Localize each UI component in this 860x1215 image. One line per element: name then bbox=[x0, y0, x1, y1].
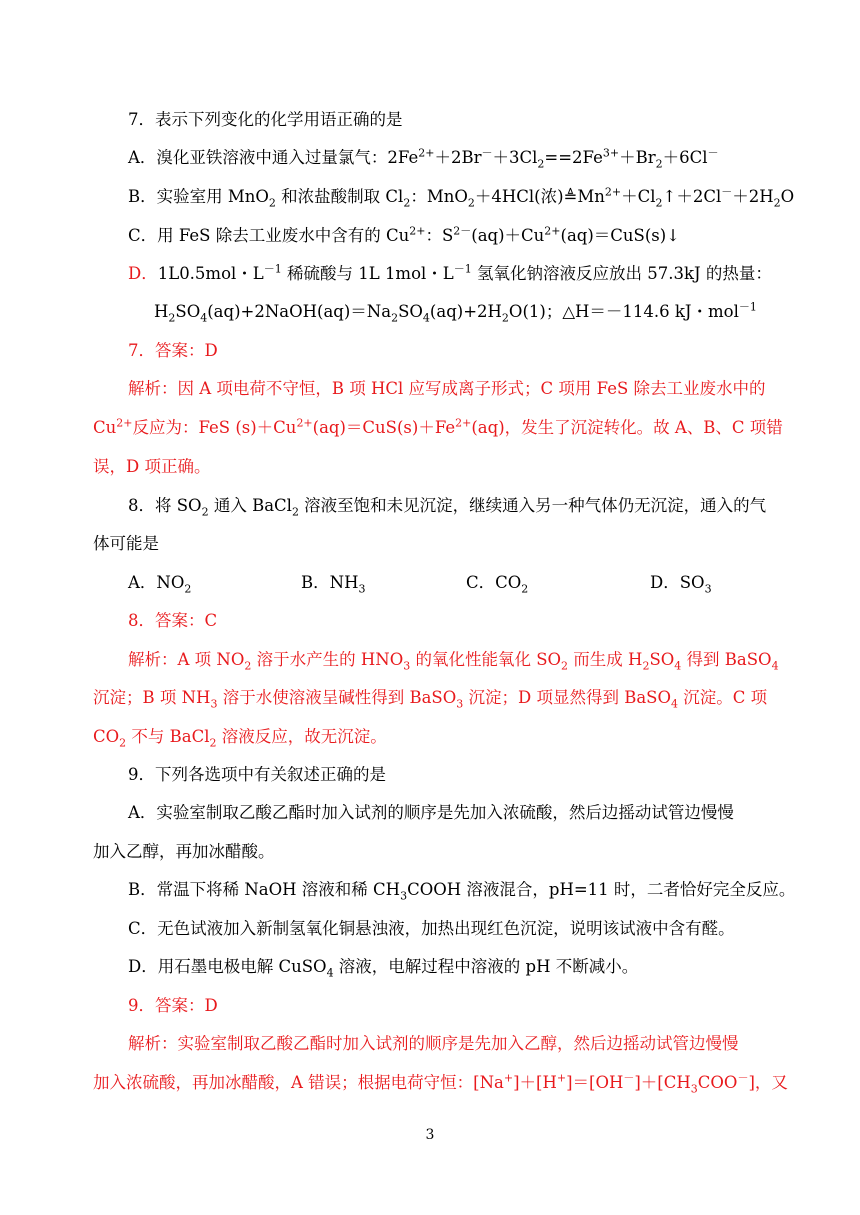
q8-opt-b: B．$NH_3$ bbox=[301, 573, 366, 596]
q7-d-line: D．1L0.5mol・$L^{-1}$ 稀硫酸与 1L 1mol・$L^{-1}$ 氢氧化钠溶液反应放出 57.3kJ 的热量： bbox=[128, 262, 772, 283]
q7-exp3-line: 误，D 项正确。 bbox=[93, 457, 211, 476]
q7-exp2-line: $Cu^{2+}$反应为：FeS $(s)+Cu^{2+}(aq)=CuS(s)+Fe^{2+}(aq)$，发生了沉淀转化。故 A、B、C 项错 bbox=[93, 416, 783, 437]
q7-d2-line: $H_2SO_4(aq)+2NaOH(aq)=Na_2SO_4(aq)+2H_2O(1)$；△H＝－114.6 kJ・mol$^{-1}$ bbox=[154, 300, 757, 325]
q9-ans-line: 9．答案：D bbox=[128, 996, 218, 1015]
q8-opt-d: D．$SO_3$ bbox=[650, 573, 712, 596]
q9-d-line: D．用石墨电极电解 CuSO$_4$ 溶液，电解过程中溶液的 pH 不断减小。 bbox=[128, 957, 639, 980]
q9-b-line: B．常温下将稀 NaOH 溶液和稀 $CH_3COOH$ 溶液混合，pH=11 时，二者恰好完全反应。 bbox=[128, 880, 796, 903]
q7-exp1-line: 解析：因 A 项电荷不守恒，B 项 HCl 应写成离子形式；C 项用 FeS 除去工业废水中的 bbox=[128, 379, 766, 398]
q7-b-line: B．实验室用 MnO$_2$ 和浓盐酸制取 $Cl_2$：MnO$_2$＋4HCl(浓)$≜Mn^{2+}+Cl_2↑+2Cl^-+2H_2O$ bbox=[128, 185, 795, 210]
q9-a2-line: 加入乙醇，再加冰醋酸。 bbox=[93, 842, 275, 861]
q8-exp2-line: 沉淀；B 项 $NH_3$ 溶于水使溶液呈碱性得到 BaSO$_3$ 沉淀；D 项显然得到 BaSO$_4$ 沉淀。C 项 bbox=[93, 688, 768, 711]
q8-ans-line: 8．答案：C bbox=[128, 611, 218, 630]
page-number: 3 bbox=[425, 1127, 435, 1143]
q7-ans-line: 7．答案：D bbox=[128, 341, 218, 360]
q9-exp2-line: 加入浓硫酸，再加冰醋酸，A 错误；根据电荷守恒：$[Na^+]+[H^+]=[OH^-]+[CH_3COO^-]$，又 bbox=[93, 1071, 788, 1096]
q9-exp1-line: 解析：实验室制取乙酸乙酯时加入试剂的顺序是先加入乙醇，然后边摇动试管边慢慢 bbox=[128, 1034, 739, 1053]
q8-stem2-line: 体可能是 bbox=[93, 534, 159, 553]
q9-a1-line: A．实验室制取乙酸乙酯时加入试剂的顺序是先加入浓硫酸，然后边摇动试管边慢慢 bbox=[128, 803, 734, 822]
q9-stem-line: 9．下列各选项中有关叙述正确的是 bbox=[128, 765, 386, 784]
q8-exp1-line: 解析：A 项 $NO_2$ 溶于水产生的 $HNO_3$ 的氧化性能氧化 $SO_2$ 而生成 $H_2SO_4$ 得到 BaSO$_4$ bbox=[128, 650, 779, 673]
q9-c-line: C．无色试液加入新制氢氧化铜悬浊液，加热出现红色沉淀，说明该试液中含有醛。 bbox=[128, 919, 735, 938]
q7-a-line: A．溴化亚铁溶液中通入过量氯气：$2Fe^{2+}+2Br^-+3Cl_2==2Fe^{3+}+Br_2+6Cl^-$ bbox=[128, 146, 719, 171]
q8-opt-a: A．$NO_2$ bbox=[128, 573, 192, 596]
q8-opt-c: C．$CO_2$ bbox=[466, 573, 529, 596]
q7-c-line: C．用 FeS 除去工业废水中含有的 $Cu^{2+}$：$S^{2-}(aq)+Cu^{2+}(aq)=CuS(s)↓$ bbox=[128, 224, 681, 245]
q8-stem1-line: 8．将 $SO_2$ 通入 BaCl$_2$ 溶液至饱和未见沉淀，继续通入另一种气体仍无沉淀，通入的气 bbox=[128, 496, 767, 519]
q7-stem-line: 7．表示下列变化的化学用语正确的是 bbox=[128, 110, 403, 129]
q8-exp3-line: $CO_2$ 不与 BaCl$_2$ 溶液反应，故无沉淀。 bbox=[93, 727, 387, 750]
